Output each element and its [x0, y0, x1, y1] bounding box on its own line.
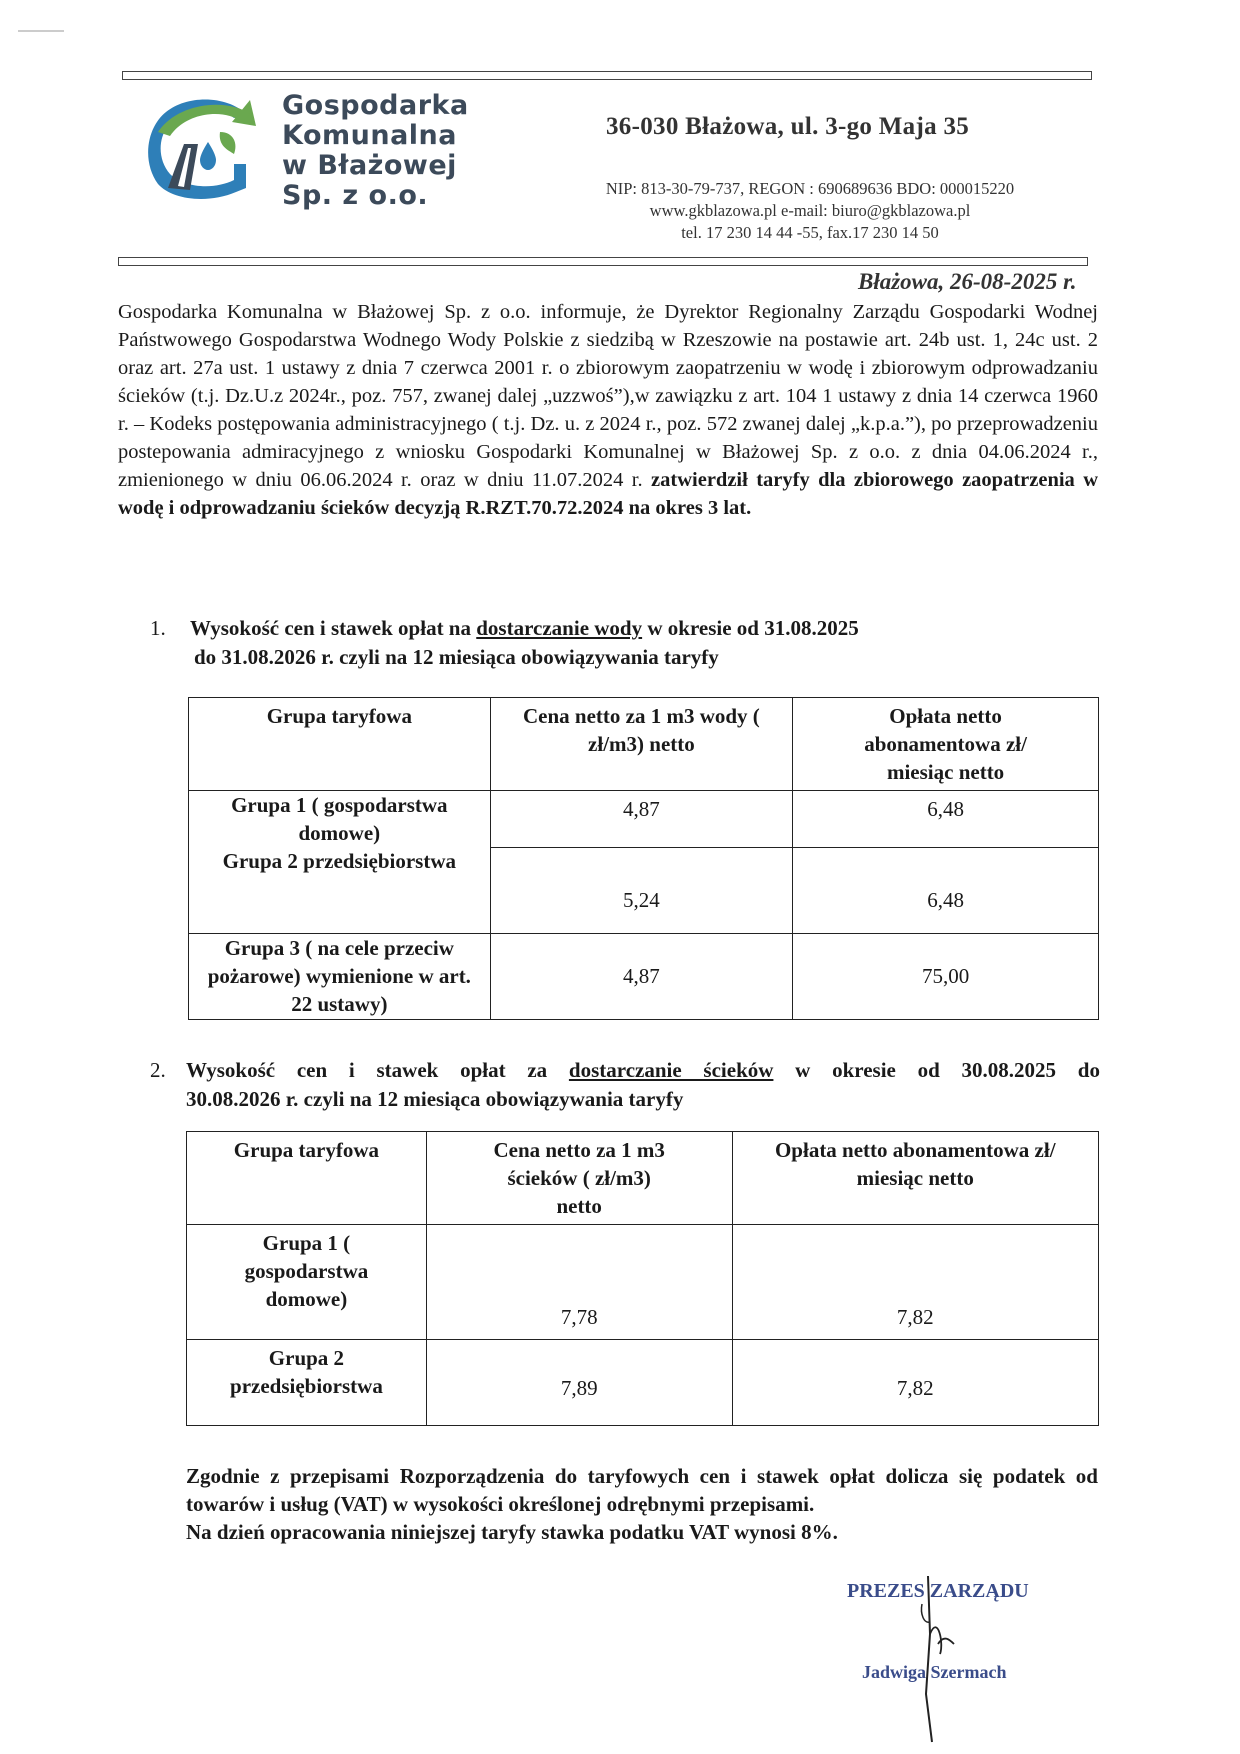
- row-2-fee: [732, 1340, 1098, 1426]
- logo-line-1: Gospodarka: [282, 90, 469, 121]
- company-logo-icon: [138, 92, 268, 204]
- header-price-text: Cena netto za 1 m3 ścieków ( zł/m3) netto: [493, 1138, 665, 1218]
- intro-paragraph: [118, 298, 1098, 522]
- company-address: 36-030 Błażowa, ul. 3-go Maja 35: [606, 113, 970, 140]
- table-header-row: [187, 1132, 1099, 1225]
- document-date: Błażowa, 26-08-2025 r.: [858, 269, 1077, 294]
- section-2-post: w okresie od 30.08.2025 do: [773, 1058, 1100, 1082]
- row-1-price: 4,87: [490, 791, 793, 848]
- row-2-price: [426, 1340, 732, 1426]
- table-row: [189, 791, 1099, 848]
- section-1-number: 1.: [150, 616, 166, 640]
- table-header-row: [189, 698, 1099, 791]
- intro-text: Gospodarka Komunalna w Błażowej Sp. z o.o. informuje, że Dyrektor Regionalny Zarządu Gospodarki Wodnej Państwowego Gospodarstwa Wodnego Wody Polskie z siedzibą w Rzeszowie na postawie art. 24b ust. 1, 24c ust. 2 oraz art. 27a ust. 1 ustawy z dnia 7 czerwca 2001 r. o zbiorowym zaopatrzeniu w wodę i zbiorowym odprowadzaniu ścieków (t.j. Dz.U.z 2024r., poz. 757, zwanej dalej „uzzwoś”),w zawiązku z art. 104 1 ustawy z dnia 14 czerwca 1960 r. – Kodeks postępowania administracyjnego ( t.j. Dz. u. z 2024 r., poz. 572 zwanej dalej „k.p.a.”), po przeprowadzeniu postepowania admiracyjnego z wniosku Gospodarki Komunalnej w Błażowej Sp. z o.o. z dnia 04.06.2024 r., zmienionego w dniu 06.06.2024 r. oraz w dniu 11.07.2024 r.: [118, 301, 1098, 491]
- table-row: [187, 1225, 1099, 1340]
- row-2-fee-text: 7,82: [896, 1375, 934, 1400]
- header-fee-text: Opłata netto abonamentowa zł/ miesiąc netto: [864, 704, 1027, 784]
- header-price: [426, 1132, 732, 1225]
- corner-mark: [18, 30, 64, 32]
- section-1-underlined: dostarczanie wody: [476, 616, 643, 640]
- sewage-tariff-table: [186, 1131, 1099, 1426]
- vat-note: [186, 1462, 1098, 1546]
- section-1-post: w okresie od 31.08.2025: [642, 616, 859, 640]
- logo-line-2: Komunalna: [282, 120, 457, 151]
- header-fee: [793, 698, 1099, 791]
- section-2-heading: [150, 1056, 1100, 1084]
- row-3-fee: [793, 933, 1099, 1019]
- water-tariff-table: [188, 697, 1099, 1020]
- stamp-name: Jadwiga Szermach: [862, 1662, 1007, 1682]
- row-3-fee-text: 75,00: [921, 964, 970, 988]
- row-1-price: [426, 1225, 732, 1340]
- signature-icon: [910, 1574, 970, 1744]
- row-1-price-text: 7,78: [560, 1305, 598, 1329]
- logo-wordmark: [282, 91, 469, 211]
- logo-line-3: w Błażowej: [282, 150, 457, 181]
- stamp-title: PREZES ZARZĄDU: [847, 1580, 1029, 1602]
- vat-note-line1: Zgodnie z przepisami Rozporządzenia do taryfowych cen i stawek opłat dolicza się podatek od towarów i usług (VAT) w wysokości określonej odrębnymi przepisami.: [186, 1464, 1098, 1516]
- header-price-text: Cena netto za 1 m3 wody ( zł/m3) netto: [523, 704, 760, 756]
- table-row: [187, 1340, 1099, 1426]
- intro-bold-text: zatwierdził taryfy dla zbiorowego zaopatrzenia w wodę i odprowadzaniu ścieków decyzją R.RZT.70.72.2024 na okres 3 lat.: [118, 469, 1098, 519]
- section-1-line2: do 31.08.2026 r. czyli na 12 miesiąca obowiązywania taryfy: [194, 645, 719, 669]
- row-2-price-text: 5,24: [623, 888, 660, 912]
- company-web-email: www.gkblazowa.pl e-mail: biuro@gkblazowa.pl: [649, 201, 971, 220]
- row-1-group: Grupa 1 ( gospodarstwa domowe): [189, 791, 491, 848]
- row-1-fee: 6,48: [793, 791, 1099, 848]
- row-1-group: Grupa 1 ( gospodarstwa domowe): [187, 1225, 427, 1340]
- section-1-pre: Wysokość cen i stawek opłat na: [190, 616, 477, 640]
- row-3-price-text: 4,87: [623, 964, 660, 988]
- row-2-price-text: 7,89: [560, 1375, 598, 1400]
- company-phone: tel. 17 230 14 44 -55, fax.17 230 14 50: [681, 223, 939, 242]
- header-top-rule: [122, 71, 1092, 80]
- section-2-number: 2.: [150, 1058, 166, 1082]
- header-group: Grupa taryfowa: [187, 1132, 427, 1225]
- logo-line-4: Sp. z o.o.: [282, 180, 429, 211]
- row-2-group: Grupa 2 przedsiębiorstwa: [189, 847, 491, 933]
- header-group: Grupa taryfowa: [189, 698, 491, 791]
- table-row: [189, 847, 1099, 933]
- section-2-line2: 30.08.2026 r. czyli na 12 miesiąca obowiązywania taryfy: [186, 1087, 684, 1111]
- row-2-group: Grupa 2 przedsiębiorstwa: [187, 1340, 427, 1426]
- header-price: [490, 698, 793, 791]
- section-1-heading: [150, 614, 1100, 642]
- row-2-fee: [793, 847, 1099, 933]
- table-row: [189, 933, 1099, 1019]
- contact-block: [560, 178, 1060, 244]
- section-2-underlined: dostarczanie ścieków: [568, 1058, 774, 1082]
- row-1-fee-text: 7,82: [896, 1305, 934, 1329]
- row-1-fee: [732, 1225, 1098, 1340]
- vat-note-line2: Na dzień opracowania niniejszej taryfy stawka podatku VAT wynosi 8%.: [186, 1520, 838, 1544]
- row-3-price: [490, 933, 793, 1019]
- company-ids: NIP: 813-30-79-737, REGON : 690689636 BDO: 000015220: [605, 179, 1015, 198]
- header-fee-text: Opłata netto abonamentowa zł/ miesiąc netto: [774, 1138, 1056, 1190]
- row-3-group: Grupa 3 ( na cele przeciw pożarowe) wymienione w art. 22 ustawy): [189, 933, 491, 1019]
- section-2-pre: Wysokość cen i stawek opłat za: [186, 1058, 569, 1082]
- header-fee: [732, 1132, 1098, 1225]
- row-2-fee-text: 6,48: [927, 888, 964, 912]
- row-2-price: [490, 847, 793, 933]
- header-bottom-rule: [118, 257, 1088, 266]
